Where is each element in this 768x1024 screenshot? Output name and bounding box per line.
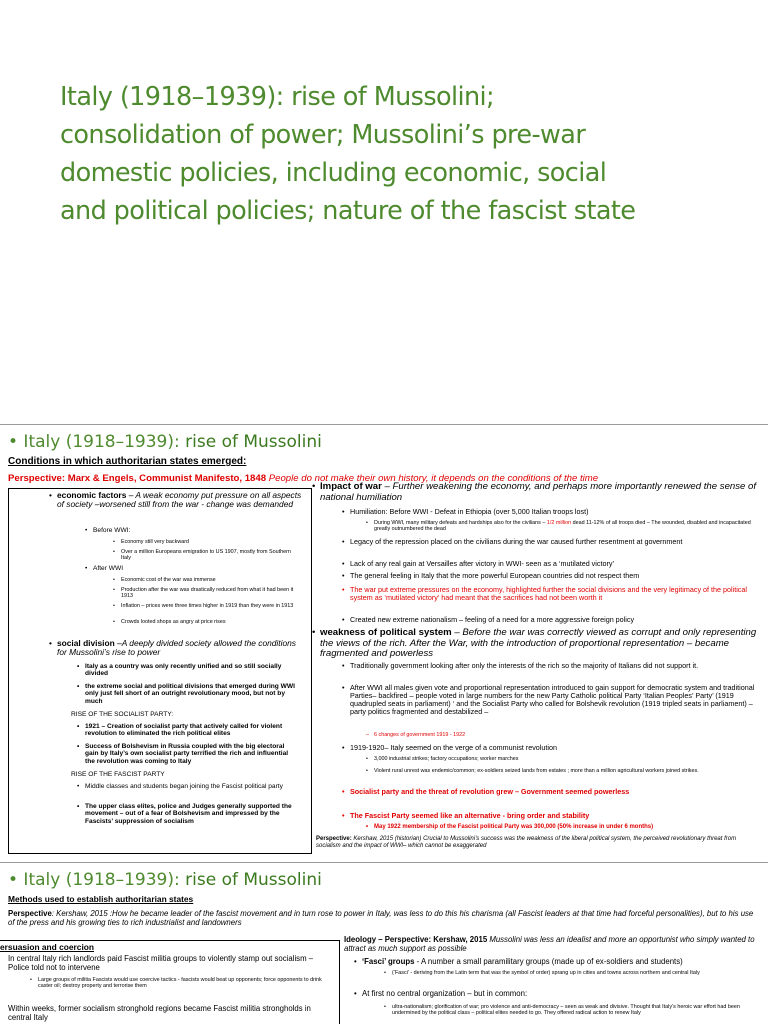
fascist-item: • Middle classes and students began joining the Fascist political party (85, 783, 295, 790)
during-wwi: • During WWI, many military defeats and hardships also for the civilians – 1/2 million dead 11-12% of all troops died – The wounded, disabled and incapacitated greatly outnumbered the dead (374, 520, 760, 532)
coercion-p2: Within weeks, former socialism stronghold regions became Fascist militia strongholds in central Italy (8, 1004, 311, 1022)
war-item: • Lack of any real gain at Versailles after victory in WWI- seen as a ‘mutilated victory’ (350, 560, 760, 568)
perspective-quote: People do not make their own history, it depends on the conditions of the time (268, 473, 599, 484)
section-subtitle: Conditions in which authoritarian states emerged: (8, 456, 247, 467)
slide-heading-bold: rise of Mussolini (185, 870, 322, 890)
section-subtitle: Methods used to establish authoritarian states (8, 894, 194, 904)
econ-factors (57, 491, 305, 510)
membership: • May 1922 membership of the Fascist political Party was 300,000 (50% increase in under 6 months) (374, 824, 760, 831)
first-no-org: • At first no central organization – but in common: (362, 990, 760, 999)
perspective-label: Perspective: Marx & Engels, Communist Manifesto, 1848 (8, 473, 267, 484)
slide-heading (8, 870, 322, 890)
nineteen-twenty: • 1919-1920– Italy seemed on the verge of a communist revolution (350, 744, 760, 752)
title-line: consolidation of power; Mussolini’s pre-war (60, 120, 586, 150)
social-item: • Italy as a country was only recently unified and so still socially divided (85, 663, 295, 678)
slide-heading-prefix: • Italy (1918–1939): (8, 432, 186, 452)
before-item: • Over a million Europeans emigration to US 1907, mostly from Southern Italy (121, 549, 301, 561)
title-line: and political policies; nature of the fascist state (60, 196, 636, 226)
slide-divider (0, 862, 768, 863)
ideology-head: Ideology – Perspective: Kershaw, 2015 Mussolini was less an idealist and more an opportunist who simply wanted to attract as much support as possible (344, 935, 755, 953)
after-item: • Economic cost of the war was immense (121, 577, 301, 583)
socialist-threat: • Socialist party and the threat of revolution grew – Government seemed powerless (350, 788, 760, 796)
econ-text: – A weak economy put pressure on all aspects of society –worsened still from the war - change was demanded (57, 490, 302, 510)
socialist-item: • 1921 – Creation of socialist party that actively called for violent revolution to eliminated the rich political elites (85, 723, 295, 738)
conditions-left-box (8, 488, 312, 854)
coercion-box (0, 940, 340, 1024)
pol-item: • Traditionally government looking after only the interests of the rich so the majority of Italians did not support it. (350, 662, 760, 670)
socialist-item: • Success of Bolshevism in Russia coupled with the big electoral gain by Italy’s own socialist party terrified the rich and influential the revolution was coming to Italy (85, 743, 295, 765)
war-red-item: • The war put extreme pressures on the economy, highlighted further the social divisions and the very legitimacy of the political system as ‘mutilated victory’ had meant that the sacrifices had not been worth it (350, 586, 760, 602)
humiliation: • Humiliation: Before WWI - Defeat in Ethiopia (over 5,000 Italian troops lost) (350, 508, 760, 516)
nineteen-item: • 3,000 industrial strikes; factory occupations; worker marches (374, 756, 760, 762)
slide3-perspective (8, 910, 760, 927)
coercion-head: ersuasion and coercion (0, 942, 95, 952)
before-wwi: • Before WWI: (93, 527, 130, 534)
before-item: • Economy still very backward (121, 539, 301, 545)
fasci-groups: • ‘Fasci’ groups - A number a small paramilitary groups (made up of ex-soldiers and students) (362, 958, 760, 967)
slide3-persp-text: : Kershaw, 2015 :How he became leader of the fascist movement and in turn rose to power in Italy, was less to do this his charisma (all Fascist leaders at that time had forceful personalities), but to his use of the press and his growing ties to rich industrialist and landowners (8, 909, 754, 927)
pol-head: weakness of political system (320, 627, 452, 638)
after-item: • Production after the war was drastically reduced from what it had been it 1913 (121, 587, 301, 599)
war-head: Impact of war (320, 481, 382, 492)
social-item: • the extreme social and political divisions that emerged during WWI only just fell short of an outright revolutionary mood, but not by much (85, 683, 295, 705)
rise-fascist-heading: RISE OF THE FASCIST PARTY (71, 771, 165, 778)
slide3-persp-label: Perspective (8, 909, 52, 918)
rise-socialist-heading: RISE OF THE SOCIALIST PARTY: (71, 711, 174, 718)
after-item: • Crowds looted shops as angry at price rises (121, 619, 301, 625)
weakness-political (320, 628, 760, 660)
fasci-item: • (‘Fasci’ - deriving from the Latin term that was the symbol of order) sprang up in cities and towns across northern and central Italy (392, 970, 758, 976)
gov-changes: – 6 changes of government 1919 - 1922 (374, 732, 465, 738)
slide-heading-bold: rise of Mussolini (185, 432, 322, 452)
slide-divider (0, 424, 768, 425)
war-text: – Further weakening the economy, and perhaps more importantly renewed the sense of national humiliation (320, 481, 757, 503)
after-item: • Inflation – prices were three times higher in 1919 than they were in 1913 (121, 603, 301, 609)
coercion-item: • Large groups of militia Fascists would use coercive tactics - fascists would beat up opponents; force opponents to drink caster oil; destroy property and terrorise them (38, 977, 334, 989)
war-item: • Legacy of the repression placed on the civilians during the war caused further resentment at government (350, 538, 760, 546)
slide-heading (8, 432, 322, 452)
pol-item: • After WWI all males given vote and proportional representation introduced to gain support for democratic system and traditional Parties– backfired – people voted in large numbers for the new Party Catholic political Party ‘Italian Peoples’ Party’ (1919 quadrupled seats in parliament) ‘ and the Socialist Party who called for Bolshevik revolution (1919 tripled seats in parliament) – party politics fragmented and destabilized – (350, 684, 760, 716)
social-text: –A deeply divided society allowed the conditions for Mussolini’s rise to power (57, 638, 296, 658)
nineteen-item: • Violent rural unrest was endemic/common; ex-soldiers seized lands from estates ; more than a million agricultural workers joined strikes. (374, 768, 760, 774)
impact-of-war (320, 482, 760, 503)
econ-head: economic factors (57, 490, 127, 500)
fascist-alternative: • The Fascist Party seemed like an alternative - bring order and stability (350, 812, 760, 820)
social-head: social division (57, 638, 115, 648)
title-line: domestic policies, including economic, social (60, 158, 607, 188)
social-division (57, 639, 305, 658)
common-item: • ultra-nationalism; glorification of war; pro violence and anti-democracy – seen as weak and divisive. Thought that Italy’s heroic war effort had been undermined by the political class – political elites needed to go. They offered radical action to renew Italy (392, 1004, 758, 1016)
kershaw-perspective: Perspective: Kershaw, 2015 (historian) Crucial to Mussolini’s success was the weakness of the liberal political system, the perceived revolutionary threat from socialism and the impact of WWI– which cannot be exaggerated (316, 836, 737, 849)
ideology-box (340, 936, 760, 1024)
coercion-p1: In central Italy rich landlords paid Fascist militia groups to violently stamp out socialism – Police told not to intervene (8, 954, 314, 972)
war-item: • The general feeling in Italy that the more powerful European countries did not respect them (350, 572, 760, 580)
fascist-item: • The upper class elites, police and Judges generally supported the movement – out of a fear of Bolshevism and impressed by the Fascists’ suppression of socialism (85, 803, 295, 825)
nationalism: • Created new extreme nationalism – feeling of a need for a more aggressive foreign policy (350, 616, 760, 624)
after-wwi: • After WWI (93, 565, 123, 572)
pol-text: – Before the war was correctly viewed as corrupt and only representing the views of the rich. After the War, with the introduction of proportional representation – became fragmented and powerless (320, 627, 757, 660)
title-line: Italy (1918–1939): rise of Mussolini; (60, 82, 495, 112)
page-title (60, 78, 750, 230)
slide-heading-prefix: • Italy (1918–1939): (8, 870, 186, 890)
